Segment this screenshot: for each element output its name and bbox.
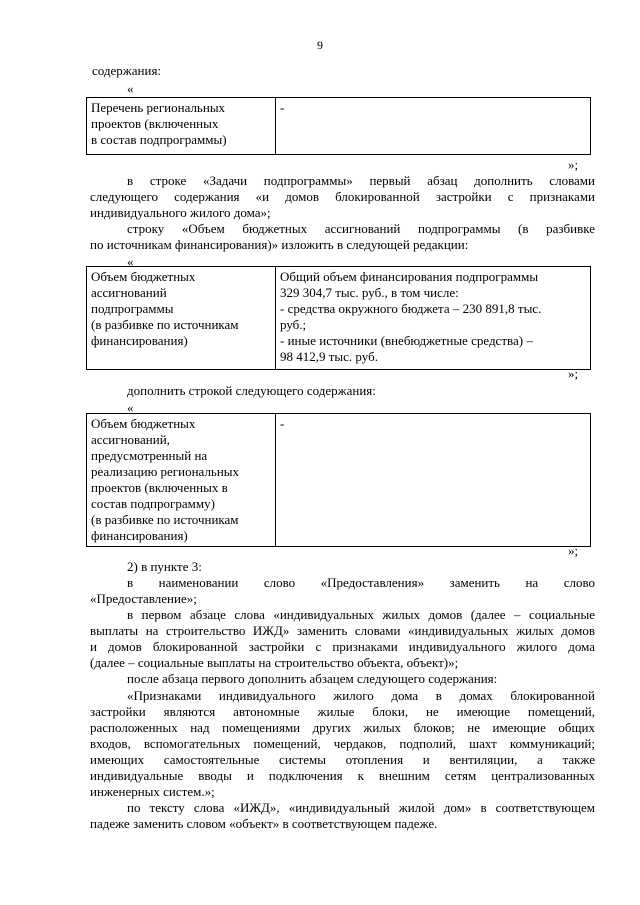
cell-text: проектов (включенных в (91, 480, 228, 495)
table-cell-label (87, 414, 276, 547)
paragraph-line: индивидуального жилого дома»; (90, 205, 271, 220)
paragraph-line: расположенных над помещениями других жилых блоков; не имеющие общих (90, 720, 595, 735)
paragraph-line: имеющих самостоятельные системы отопления и вентиляции, а также (90, 752, 595, 767)
intro-text: содержания: (92, 63, 162, 78)
cell-text: финансирования) (91, 528, 188, 543)
cell-text: предусмотренный на (91, 448, 208, 463)
cell-text: проектов (включенных (91, 116, 219, 131)
cell-text: - (280, 100, 285, 115)
cell-text: подпрограммы (91, 301, 174, 316)
paragraph-line: дополнить строкой следующего содержания: (127, 383, 376, 398)
paragraph-line: в наименовании слово «Предоставления» заменить на слово (127, 575, 595, 590)
paragraph-line: после абзаца первого дополнить абзацем следующего содержания: (127, 671, 498, 686)
paragraph-line: входов, вспомогательных помещений, чердаков, подполий, шахт коммуникаций; (90, 736, 595, 751)
table-cell-value (276, 414, 591, 547)
paragraph-line: падеже заменить словом «объект» в соответствующем падеже. (90, 816, 438, 831)
open-quote: « (127, 81, 134, 96)
table-row (87, 98, 591, 155)
table-row (87, 414, 591, 547)
table-row (87, 267, 591, 370)
paragraph-line: в первом абзаце слова «индивидуальных жилых домов (далее – социальные (127, 607, 595, 622)
cell-text: реализацию региональных (91, 464, 240, 479)
paragraph-line: строку «Объем бюджетных ассигнований подпрограммы (в разбивке (127, 221, 595, 236)
paragraph-line: в строке «Задачи подпрограммы» первый абзац дополнить словами (127, 173, 595, 188)
close-quote: »; (568, 366, 579, 381)
close-quote: »; (568, 157, 579, 172)
cell-text: ассигнований, (91, 432, 170, 447)
cell-text: - (280, 416, 285, 431)
paragraph-line: и домов блокированной застройки с признаками индивидуального жилого дома (90, 639, 595, 654)
cell-text: финансирования) (91, 333, 188, 348)
paragraph-line: по тексту слова «ИЖД», «индивидуальный жилой дом» в соответствующем (127, 800, 595, 815)
cell-text: Объем бюджетных (91, 416, 196, 431)
cell-text: (в разбивке по источникам (91, 512, 239, 527)
paragraph-line: (далее – социальные выплаты на строительство объекта, объект)»; (90, 655, 459, 670)
cell-text: Перечень региональных (91, 100, 226, 115)
cell-text: (в разбивке по источникам (91, 317, 239, 332)
paragraph-line: «Предоставление»; (90, 591, 197, 606)
paragraph-line: индивидуальные вводы и подключения к внешним сетям централизованных (90, 768, 595, 783)
table-regional-allocations (86, 413, 591, 547)
paragraph-line: следующего содержания «и домов блокированной застройки с признаками (90, 189, 595, 204)
cell-text: - средства окружного бюджета – 230 891,8 тыс. (280, 301, 542, 316)
paragraph-line: инженерных систем.»; (90, 784, 215, 799)
cell-text: в состав подпрограммы) (91, 132, 227, 147)
table-budget-allocations (86, 266, 591, 370)
paragraph-line: «Признаками индивидуального жилого дома в домах блокированной (127, 688, 595, 703)
page-number: 9 (317, 38, 323, 52)
open-quote: « (127, 254, 134, 269)
cell-text: ассигнований (91, 285, 167, 300)
paragraph-line: застройки являются автономные жилые блоки, не имеющие помещений, (90, 704, 595, 719)
open-quote: « (127, 400, 134, 415)
cell-text: 98 412,9 тыс. руб. (280, 349, 378, 364)
cell-text: состав подпрограмму) (91, 496, 215, 511)
item-heading: 2) в пункте 3: (127, 559, 202, 574)
cell-text: руб.; (280, 317, 307, 332)
table-cell-value (276, 98, 591, 155)
cell-text: Объем бюджетных (91, 269, 196, 284)
table-cell-label (87, 98, 276, 155)
cell-text: Общий объем финансирования подпрограммы (280, 269, 539, 284)
paragraph-line: выплаты на строительство ИЖД» заменить словами «индивидуальных жилых домов (90, 623, 595, 638)
cell-text: - иные источники (внебюджетные средства) – (280, 333, 533, 348)
table-regional-projects (86, 97, 591, 155)
table-cell-value (276, 267, 591, 370)
close-quote: »; (568, 543, 579, 558)
cell-text: 329 304,7 тыс. руб., в том числе: (280, 285, 459, 300)
table-cell-label (87, 267, 276, 370)
paragraph-line: по источникам финансирования)» изложить в следующей редакции: (90, 237, 469, 252)
